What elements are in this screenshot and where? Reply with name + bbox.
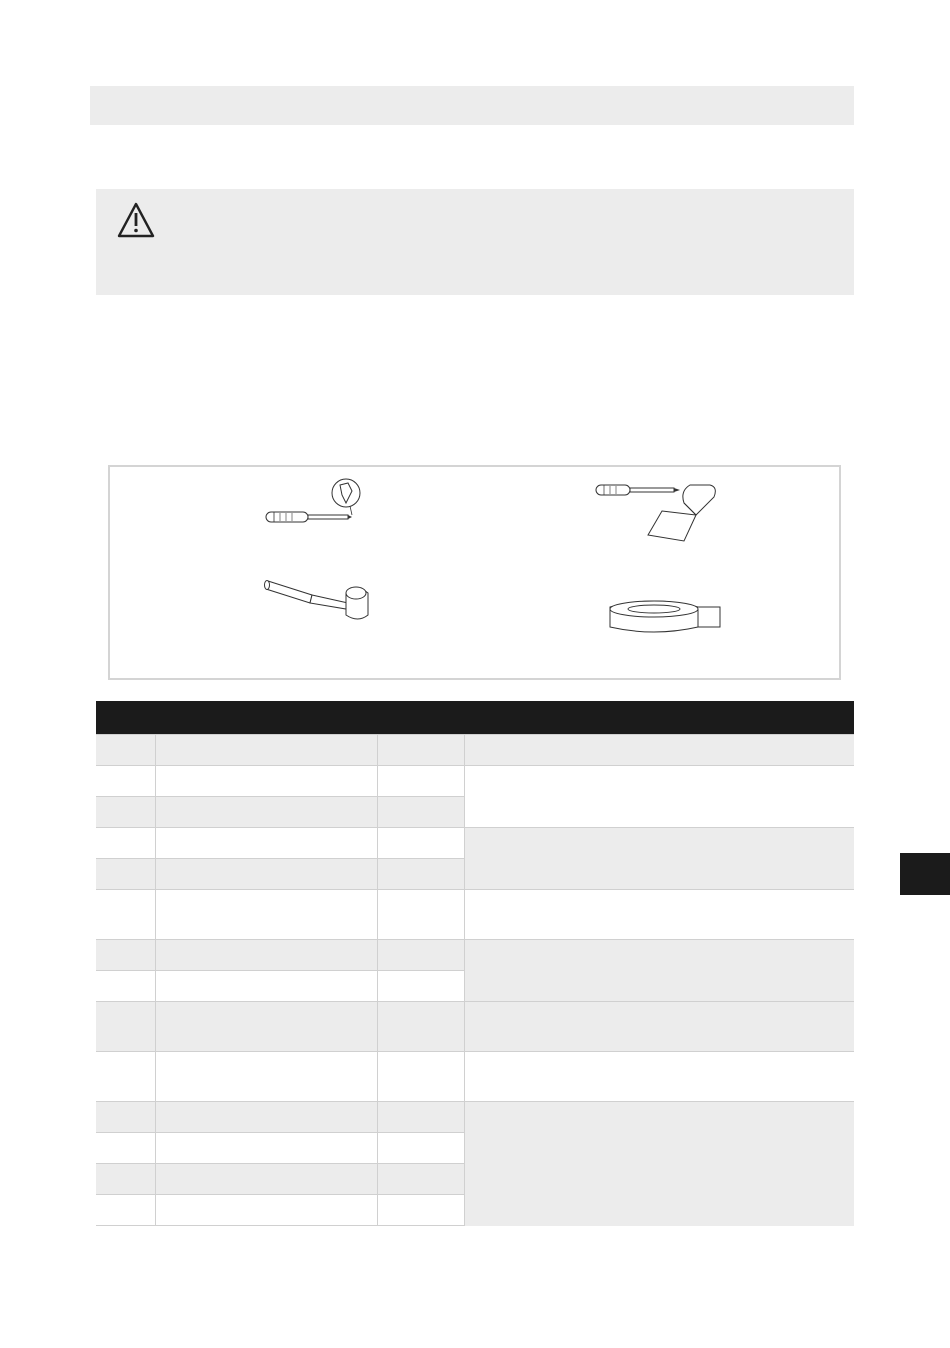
warning-triangle-icon	[116, 201, 156, 239]
screwdriver-and-wire-connector-icon	[592, 481, 727, 547]
warning-box	[96, 189, 854, 295]
table-row	[96, 828, 854, 859]
tools-illustration-box	[108, 465, 841, 680]
table-row	[96, 1102, 854, 1133]
table-header	[96, 701, 854, 734]
mallet-icon	[260, 575, 380, 625]
table-row	[96, 735, 854, 766]
table-row	[96, 1052, 854, 1102]
accessories-table	[96, 734, 854, 1226]
insulation-tape-icon	[606, 597, 726, 633]
section-title-band	[90, 86, 854, 125]
table-row	[96, 890, 854, 940]
section-side-tab	[900, 853, 950, 895]
table-row	[96, 940, 854, 971]
table-row	[96, 1002, 854, 1052]
phillips-screwdriver-icon	[260, 475, 370, 527]
table-row	[96, 766, 854, 797]
